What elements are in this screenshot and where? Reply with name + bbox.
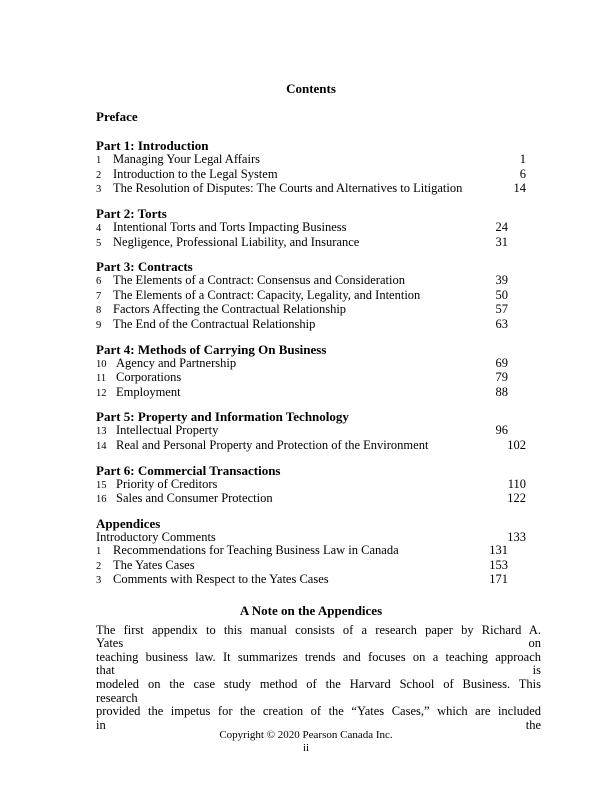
toc-entry [96, 439, 526, 454]
toc-entry-number: 3 [96, 184, 102, 196]
toc-entry-number: 13 [96, 426, 107, 438]
note-line: in the [96, 717, 541, 732]
appendices-section [96, 517, 526, 588]
toc-part-section [96, 464, 526, 507]
toc-entry-title: Agency and Partnership [116, 355, 237, 370]
toc-entry-title: Sales and Consumer Protection [116, 491, 273, 506]
toc-part-section [96, 343, 526, 401]
toc-entry-title: The Resolution of Disputes: The Courts and Alternatives to Litigation [113, 181, 463, 196]
toc-entry-page: 39 [495, 273, 508, 288]
toc-entry-title: Recommendations for Teaching Business Law in Canada [113, 543, 399, 558]
toc-entry-left [96, 492, 273, 507]
toc-entry-page: 171 [489, 572, 508, 587]
toc-entry [96, 371, 526, 386]
toc-part-heading: Part 3: Contracts [96, 259, 193, 275]
copyright-text: Copyright © 2020 Pearson Canada Inc. [219, 729, 393, 741]
toc-entry-left [96, 544, 399, 559]
appendices-heading: Appendices [96, 515, 161, 531]
toc-entry-page: 57 [495, 302, 508, 317]
toc-entry [96, 424, 526, 439]
toc-entry-title: Priority of Creditors [116, 476, 218, 491]
toc-entry-number: 11 [96, 373, 107, 385]
note-line: Yates on [96, 636, 541, 651]
toc-entry [96, 274, 526, 289]
toc-part-heading: Part 1: Introduction [96, 138, 209, 154]
toc-entry-number: 12 [96, 387, 107, 399]
toc-entry [96, 544, 526, 559]
toc-entry-page: 102 [507, 437, 526, 452]
toc-entry-left [96, 371, 181, 386]
note-line: modeled on the case study method of the Harvard School of Business. This [96, 677, 541, 692]
note-paragraph [96, 624, 541, 733]
page-number: ii [302, 742, 310, 754]
toc-part-heading: Part 5: Property and Information Technology [96, 409, 349, 425]
toc-entry-title: The End of the Contractual Relationship [113, 316, 316, 331]
toc-entry-left [96, 318, 315, 333]
toc-entry-title: The Yates Cases [113, 557, 195, 572]
toc-part-section [96, 260, 526, 332]
toc-entry-page: 31 [495, 234, 508, 249]
appendix-items [96, 544, 526, 588]
toc-entry [96, 221, 526, 236]
toc-entry-page: 1 [519, 152, 526, 167]
toc-entry-page: 63 [495, 316, 508, 331]
toc-entry-number: 16 [96, 494, 107, 506]
toc-part-heading: Part 6: Commercial Transactions [96, 462, 281, 478]
toc-entry [96, 573, 526, 588]
toc-entry-left [96, 236, 359, 251]
note-line: research [96, 690, 138, 705]
toc-entry [96, 168, 526, 183]
toc-entry-page: 122 [507, 491, 526, 506]
toc-entry-number: 3 [96, 575, 102, 587]
page-title: Contents [286, 81, 336, 96]
toc-entry-number: 2 [96, 169, 102, 181]
toc-entry-introductory-comments [96, 531, 526, 545]
toc-entry-left [96, 439, 428, 454]
toc-entry [96, 386, 526, 401]
toc-entry-left [96, 386, 181, 401]
toc-entry-page: 133 [507, 529, 526, 544]
toc-entry-left [96, 559, 195, 574]
toc-entry-number: 8 [96, 305, 102, 317]
toc-entry [96, 182, 526, 197]
toc-entry-page: 50 [495, 287, 508, 302]
toc-entry-title: Comments with Respect to the Yates Cases [113, 572, 329, 587]
toc-entry-number: 7 [96, 290, 102, 302]
toc-entry-page: 69 [495, 355, 508, 370]
toc-entry-left [96, 182, 462, 197]
page-footer [0, 729, 612, 755]
toc-entry [96, 153, 526, 168]
toc-entry-title: Intellectual Property [116, 423, 219, 438]
toc-part-heading: Part 4: Methods of Carrying On Business [96, 341, 327, 357]
note-line: teaching business law. It summarizes trends and focuses on a teaching approach [96, 649, 541, 664]
toc-entry-number: 1 [96, 546, 102, 558]
preface-heading: Preface [96, 108, 138, 124]
toc-entry-number: 10 [96, 358, 107, 370]
toc-entry-page: 6 [519, 166, 526, 181]
toc-entry-page: 14 [513, 181, 526, 196]
contents-page [96, 81, 541, 732]
toc-entry-number: 6 [96, 276, 102, 288]
toc-entry-left [96, 573, 329, 588]
toc-entry [96, 357, 526, 372]
toc-entry-title: Introductory Comments [96, 529, 216, 544]
note-heading: A Note on the Appendices [239, 603, 383, 619]
toc-part-section [96, 410, 526, 453]
toc-entry [96, 559, 526, 574]
note-line: provided the impetus for the creation of the “Yates Cases,” which are included [96, 704, 541, 719]
toc-part-heading: Part 2: Torts [96, 205, 167, 221]
toc-part-section [96, 207, 526, 250]
toc-entry-left [96, 168, 278, 183]
toc-part-section [96, 139, 526, 197]
toc-entry-page: 96 [495, 423, 508, 438]
toc-entry [96, 303, 526, 318]
toc-entry-title: Real and Personal Property and Protection of the Environment [116, 437, 429, 452]
toc-entry-title: Introduction to the Legal System [113, 166, 278, 181]
note-line: that is [96, 663, 541, 678]
toc-entry-number: 15 [96, 479, 107, 491]
toc-entry-page: 153 [489, 557, 508, 572]
toc-entry-title: The Elements of a Contract: Consensus and Consideration [113, 273, 405, 288]
note-line: The first appendix to this manual consists of a research paper by Richard A. [96, 622, 541, 637]
toc-entry-left [96, 303, 346, 318]
toc-entry-title: Negligence, Professional Liability, and Insurance [113, 234, 360, 249]
toc-entry-title: The Elements of a Contract: Capacity, Legality, and Intention [113, 287, 421, 302]
toc-entry-left [96, 221, 347, 236]
toc-entry-page: 110 [507, 476, 526, 491]
toc-entry-title: Employment [116, 384, 181, 399]
toc-entry-page: 88 [495, 384, 508, 399]
toc-entry-title: Intentional Torts and Torts Impacting Business [113, 219, 347, 234]
toc-entry-left [96, 153, 260, 168]
toc-entry-left [96, 357, 236, 372]
toc-entry-page: 24 [495, 219, 508, 234]
toc-entry [96, 289, 526, 304]
toc-entry-title: Factors Affecting the Contractual Relationship [113, 302, 347, 317]
toc-entry-number: 9 [96, 319, 102, 331]
toc-entry-title: Corporations [116, 370, 182, 385]
toc-entry-title: Managing Your Legal Affairs [113, 152, 260, 167]
toc-entry-left [96, 424, 218, 439]
toc-entry-left [96, 274, 405, 289]
toc-parts [96, 139, 526, 507]
toc-entry-left [96, 289, 420, 304]
toc-entry [96, 318, 526, 333]
toc-entry [96, 478, 526, 493]
toc-entry-number: 2 [96, 560, 102, 572]
toc-entry [96, 236, 526, 251]
toc-entry-page: 79 [495, 370, 508, 385]
toc-entry-number: 4 [96, 222, 102, 234]
toc-entry-number: 14 [96, 440, 107, 452]
toc-entry-left [96, 478, 217, 493]
toc-entry-page: 131 [489, 543, 508, 558]
toc-entry [96, 492, 526, 507]
toc-entry-number: 5 [96, 237, 102, 249]
toc-entry-number: 1 [96, 155, 102, 167]
